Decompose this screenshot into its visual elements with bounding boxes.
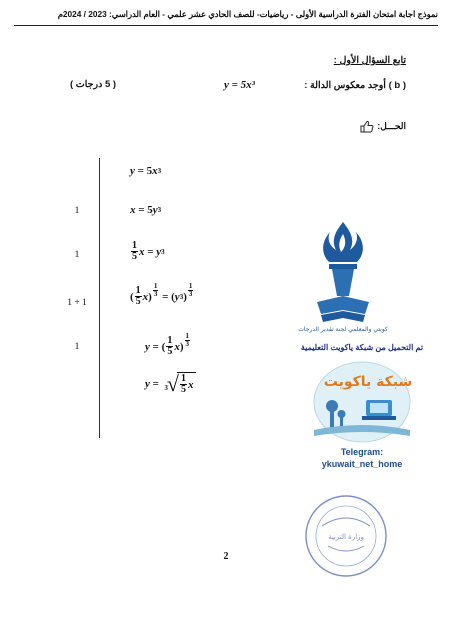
step-equation: y = ( $\frac{1}{5}$ x ) $\frac{1}{3}$ — [145, 332, 190, 357]
stamp-text: وزارة التربية — [328, 533, 364, 541]
question-continuation: تابع السؤال الأول : — [333, 55, 406, 66]
step-mark: 1 — [74, 250, 80, 260]
question-equation: y = 5x³ — [224, 79, 255, 91]
header-divider — [14, 25, 438, 26]
marks-divider — [99, 158, 100, 438]
question-marks: ( 5 درجات ) — [70, 79, 117, 90]
download-notice: تم التحميل من شبكة ياكويت التعليمية — [300, 343, 424, 352]
step-equation: x = 5 y 3 — [130, 204, 162, 216]
step-mark: 1 + 1 — [67, 298, 87, 308]
step-mark: 1 — [74, 206, 80, 216]
telegram-label: Telegram: — [340, 447, 384, 457]
cube-root: 3 √ $\frac{1}{5}$ x — [164, 370, 194, 396]
ykuwait-logo-text: شبكة ياكويت — [323, 374, 413, 390]
ministry-stamp — [302, 490, 390, 582]
solution-label: الحـــل: — [377, 121, 406, 131]
header-title: نموذج اجابة امتحان الفترة الدراسية الأولى - رياضيات- للصف الحادي عشر علمي - العام الدراسي: 2023 / 2024م — [57, 9, 438, 19]
torch-caption: كويتي والمعلمي لجنة تقدير الدرجات — [298, 326, 388, 333]
torch-logo — [298, 218, 388, 336]
question-label: ( b ) أوجد معكوس الدالة : — [304, 80, 406, 91]
step-equation: y = 3 √ $\frac{1}{5}$ x — [145, 370, 194, 396]
step-equation: y = 5 x 3 — [130, 165, 162, 177]
page-number: 2 — [223, 551, 229, 562]
solution-heading — [360, 120, 406, 133]
step-equation: ( $\frac{1}{5}$ x ) $\frac{1}{3}$ = ( y 3 ) $\frac{1}{3}$ — [130, 282, 193, 307]
ykuwait-logo — [306, 356, 418, 446]
step-equation: $\frac{1}{5}$ x = y 3 — [132, 240, 165, 262]
thumbs-up-icon — [360, 120, 374, 133]
telegram-handle: ykuwait_net_home — [321, 459, 403, 469]
step-mark: 1 — [74, 342, 80, 352]
